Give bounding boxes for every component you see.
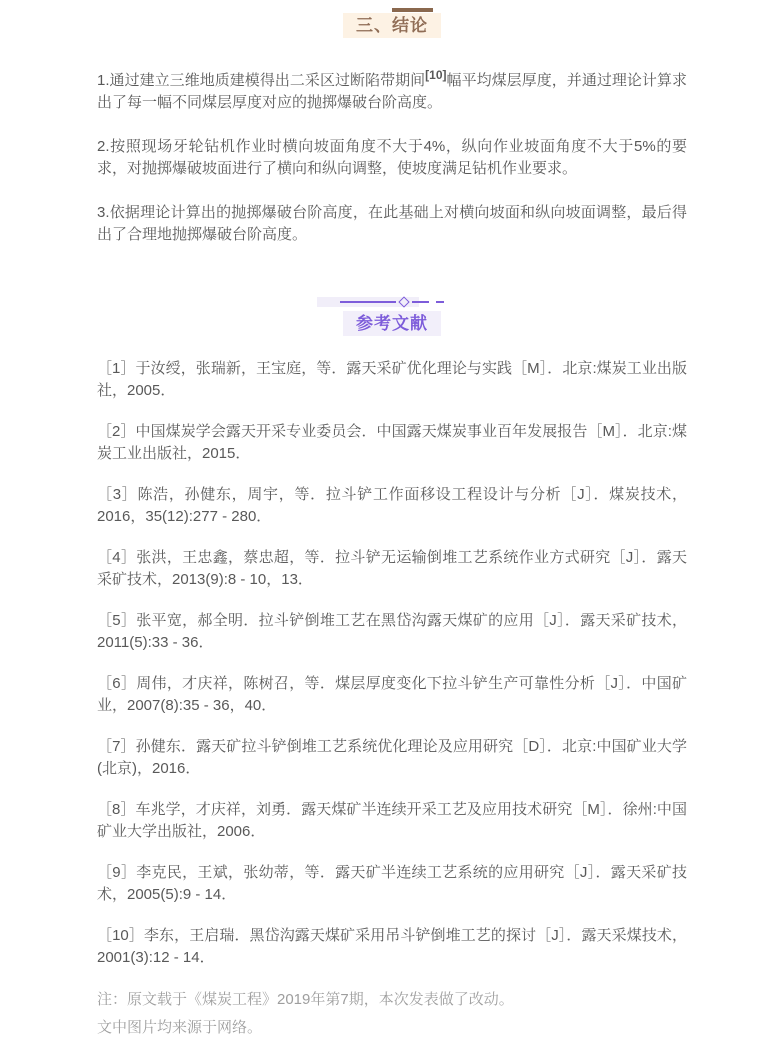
reference-item: ［4］张洪，王忠鑫，蔡忠超，等．拉斗铲无运输倒堆工艺系统作业方式研究［J］．露天采矿技术，2013(9):8 - 10，13． xyxy=(97,549,687,588)
reference-item: ［6］周伟，才庆祥，陈树召，等．煤层厚度变化下拉斗铲生产可靠性分析［J］．中国矿业，2007(8):35 - 36，40． xyxy=(97,675,687,714)
divider-line-dash xyxy=(436,301,444,303)
divider-line-long xyxy=(340,301,396,303)
divider-line-medium xyxy=(412,301,429,303)
references-heading-wrap xyxy=(97,311,687,336)
reference-list xyxy=(97,358,687,969)
heading-accent-bar xyxy=(392,8,433,12)
paragraph-text: 1.通过建立三维地质建模得出二采区过断陷带期间 xyxy=(97,72,426,89)
conclusion-heading-text: 三、结论 xyxy=(356,16,428,35)
paragraph-text: 幅平均煤层厚度，并通过理论计算求出了每一幅不同煤层厚度对应的抛掷爆破台阶高度。 xyxy=(97,72,687,111)
conclusion-paragraph-1 xyxy=(97,64,687,114)
reference-item: ［2］中国煤炭学会露天开采专业委员会．中国露天煤炭事业百年发展报告［M］．北京:煤炭工业出版社，2015． xyxy=(97,423,687,462)
references-heading xyxy=(343,311,441,336)
reference-item: ［1］于汝绶，张瑞新，王宝庭，等．露天采矿优化理论与实践［M］．北京:煤炭工业出版社，2005． xyxy=(97,360,687,399)
conclusion-paragraph-2: 2.按照现场牙轮钻机作业时横向坡面角度不大于4%，纵向作业坡面角度不大于5%的要求，对抛掷爆破坡面进行了横向和纵向调整，使坡度满足钻机作业要求。 xyxy=(97,138,687,177)
conclusion-heading-wrap xyxy=(97,13,687,38)
reference-item: ［3］陈浩，孙健东，周宇，等．拉斗铲工作面移设工程设计与分析［J］．煤炭技术，2016，35(12):277 - 280． xyxy=(97,486,687,525)
article-body xyxy=(97,0,687,1040)
reference-item: ［5］张平宽，郝全明．拉斗铲倒堆工艺在黑岱沟露天煤矿的应用［J］．露天采矿技术，2011(5):33 - 36． xyxy=(97,612,687,651)
image-credit-note: 文中图片均来源于网络。 xyxy=(97,1019,263,1036)
references-heading-text: 参考文献 xyxy=(356,314,428,333)
footer-notes xyxy=(97,988,687,1040)
conclusion-paragraph-3: 3.依据理论计算出的抛掷爆破台阶高度，在此基础上对横向坡面和纵向坡面调整，最后得出了合理地抛掷爆破台阶高度。 xyxy=(97,204,687,243)
reference-item: ［9］李克民，王斌，张幼蒂，等．露天矿半连续工艺系统的应用研究［J］．露天采矿技术，2005(5):9 - 14． xyxy=(97,864,687,903)
source-note: 注：原文载于《煤炭工程》2019年第7期，本次发表做了改动。 xyxy=(97,991,514,1008)
conclusion-heading xyxy=(343,13,441,38)
reference-item: ［8］车兆学，才庆祥，刘勇．露天煤矿半连续开采工艺及应用技术研究［M］．徐州:中国矿业大学出版社，2006． xyxy=(97,801,687,840)
reference-item: ［10］李东，王启瑞．黑岱沟露天煤矿采用吊斗铲倒堆工艺的探讨［J］．露天采煤技术，2001(3):12 - 14． xyxy=(97,927,687,966)
reference-item: ［7］孙健东．露天矿拉斗铲倒堆工艺系统优化理论及应用研究［D］．北京:中国矿业大学(北京)，2016． xyxy=(97,738,687,777)
section-divider xyxy=(97,296,687,308)
citation-superscript: [10] xyxy=(425,68,447,82)
